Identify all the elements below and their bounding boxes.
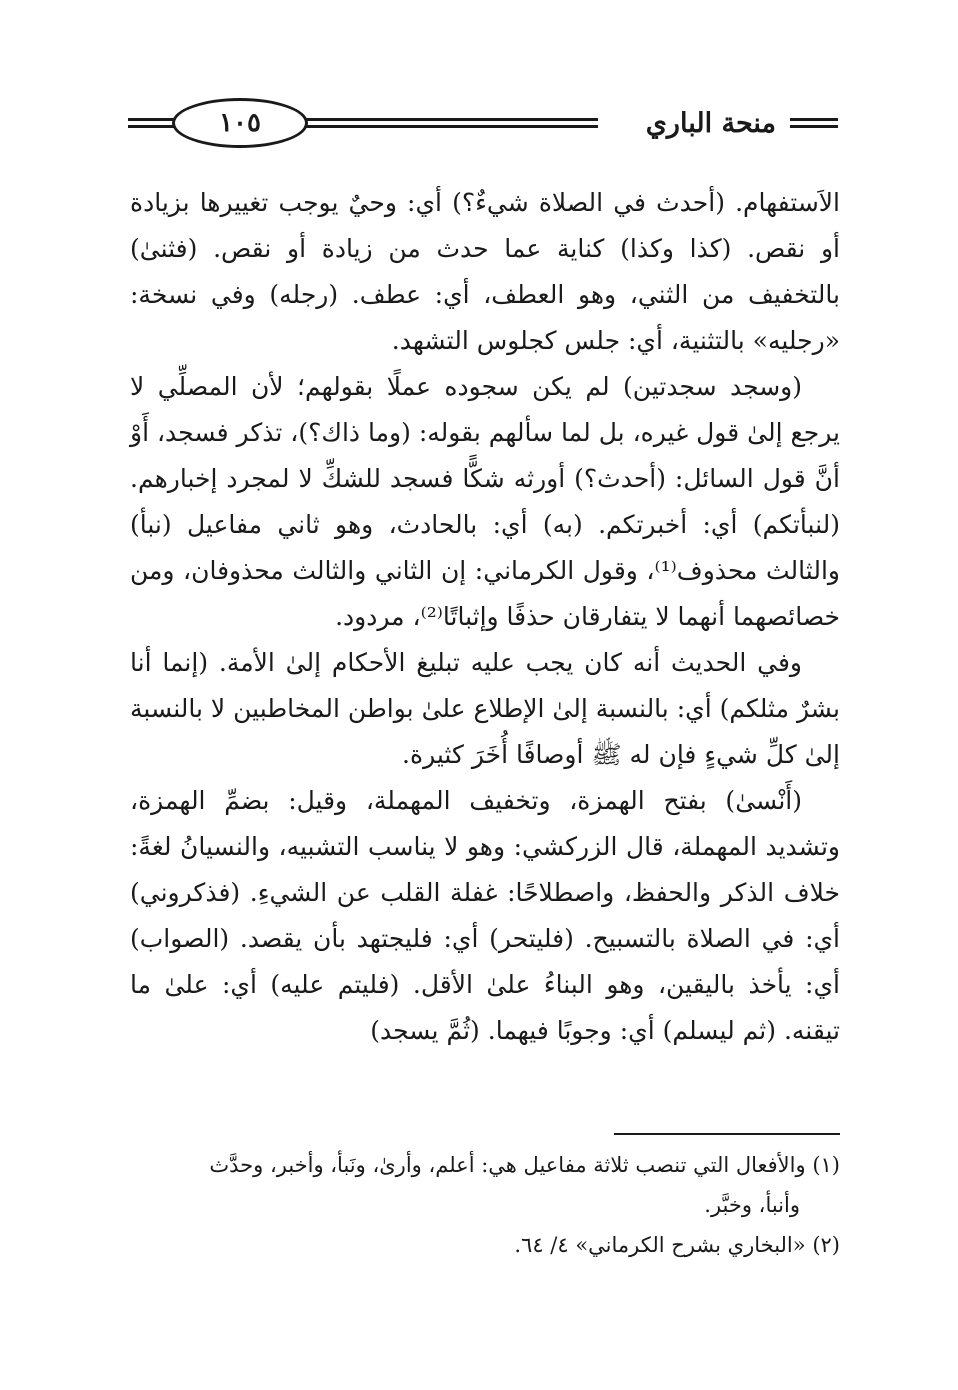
paragraph: (أَنْسىٰ) بفتح الهمزة، وتخفيف المهملة، وقيل: بضمِّ الهمزة، وتشديد المهملة، قال الزركشي: وهو لا يناسب التشبيه، والنسيانُ لغةً: خلاف الذكر والحفظ، واصطلاحًا: غفلة القلب عن الشيءِ. (فذكروني) أي: في الصلاة بالتسبيح. (فليتحر) أي: فليجتهد بأن يقصد. (الصواب) أي: يأخذ باليقين، وهو البناءُ علىٰ الأقل. (فليتم عليه) أي: علىٰ ما تيقنه. (ثم ليسلم) أي: وجوبًا فيهما. (ثُمَّ يسجد) [130, 786, 840, 1045]
footnote [130, 1225, 840, 1265]
header-rule-right [790, 118, 838, 132]
book-title: منحة الباري [645, 108, 776, 139]
paragraph: الاَستفهام. (أحدث في الصلاة شيءٌ؟) أي: وحيٌ يوجب تغييرها بزيادة أو نقص. (كذا وكذا) كناية عما حدث من زيادة أو نقص. (فثنىٰ) بالتخفيف من الثني، وهو العطف، أي: عطف. (رجله) وفي نسخة: «رجليه» بالتثنية، أي: جلس كجلوس التشهد. [130, 188, 840, 355]
footnote-number: (١) [812, 1153, 840, 1177]
footnote-number: (٢) [812, 1233, 840, 1257]
footnote-continuation: وأنبأ، وخبَّر. [704, 1193, 800, 1217]
main-text [130, 180, 840, 1054]
footnote-text: «البخاري بشرح الكرماني» ٤/ ٦٤. [514, 1233, 806, 1257]
footnote-text: والأفعال التي تنصب ثلاثة مفاعيل هي: أعلم، وأرىٰ، ونَبأ، وأخبر، وحدَّث [209, 1153, 806, 1177]
running-header [128, 98, 838, 154]
footnote-separator [614, 1133, 840, 1135]
page-number: ١٠٥ [172, 98, 308, 148]
footnotes [130, 1145, 840, 1265]
paragraph: (وسجد سجدتين) لم يكن سجوده عملًا بقولهم؛ لأن المصلِّي لا يرجع إلىٰ قول غيره، بل لما سألهم بقوله: (وما ذاك؟)، تذكر فسجد، أَوْ أنَّ قول السائل: (أحدث؟) أورثه شكًّا فسجد للشكِّ لا لمجرد إخبارهم. (لنبأتكم) أي: أخبرتكم. (به) أي: بالحادث، وهو ثاني مفاعيل (نبأ) والثالث محذوف⁽¹⁾، وقول الكرماني: إن الثاني والثالث محذوفان، ومن خصائصهما أنهما لا يتفارقان حذفًا وإثباتًا⁽²⁾، مردود. [130, 372, 840, 631]
footnote [130, 1145, 840, 1185]
paragraph: وفي الحديث أنه كان يجب عليه تبليغ الأحكام إلىٰ الأمة. (إنما أنا بشرٌ مثلكم) أي: بالنسبة إلىٰ الإطلاع علىٰ بواطن المخاطبين لا بالنسبة إلىٰ كلِّ شيءٍ فإن له ﷺ أوصافًا أُخَرَ كثيرة. [130, 648, 840, 769]
